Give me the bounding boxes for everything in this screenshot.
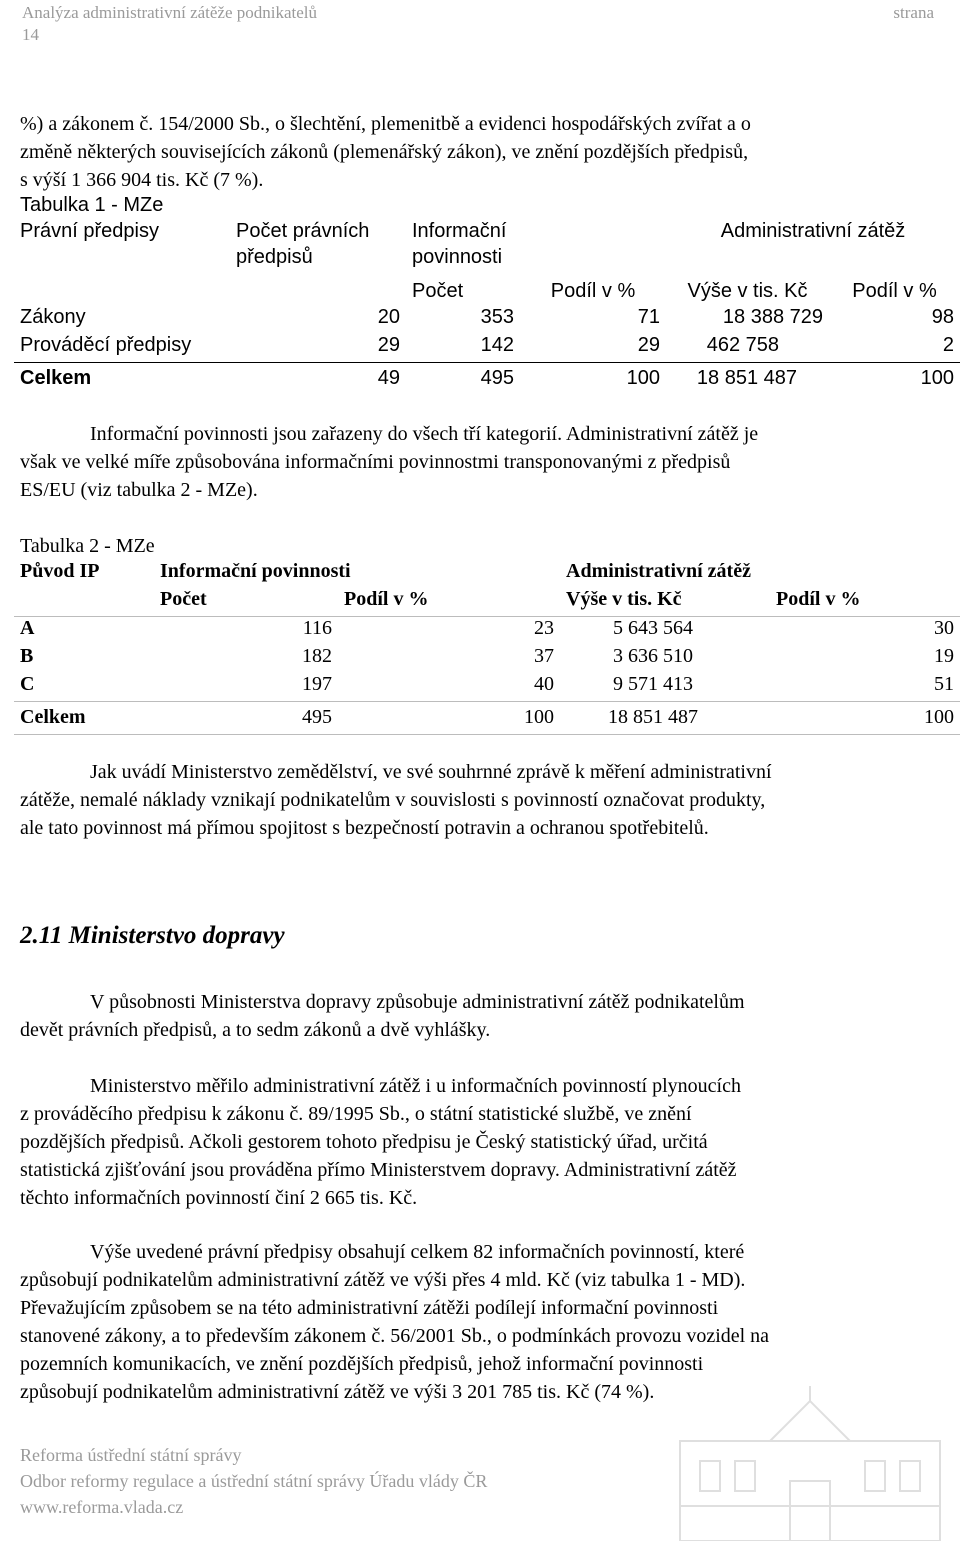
para-line: Informační povinnosti jsou zařazeny do všech tří kategorií. Administrativní zátěž je [90,423,759,445]
para-line: z prováděcího předpisu k zákonu č. 89/1995 Sb., o státní statistické službě, ve znění [20,1103,692,1125]
t1-sub-podil2: Podíl v % [852,280,937,302]
para-line: ale tato povinnost má přímou spojitost s bezpečností potravin a ochranou spotřebitelů. [20,817,709,839]
t2-cell: 197 [148,673,338,702]
table2 [14,560,960,735]
t1-cell: 100 [829,363,960,396]
page-footer [20,1442,487,1520]
t2-sub-pocet: Počet [148,588,338,617]
table-row [14,306,960,334]
table-row [14,334,960,363]
t1-cell: 462 758 [706,334,779,356]
para-line: Jak uvádí Ministerstvo zemědělství, ve své souhrnné zprávě k měření administrativní [90,761,772,783]
t1-header-admin: Administrativní zátěž [720,220,906,242]
t1-cell: 20 [377,306,400,328]
intro-paragraph [20,110,940,194]
table-row [14,617,960,646]
t2-cell: 23 [534,617,554,639]
t1-cell: 495 [406,363,520,396]
header-title: Analýza administrativní zátěže podnikatelů [22,3,318,22]
para-line: však ve velké míře způsobována informačními povinnostmi transponovanými z předpisů [20,451,731,473]
para-line: pozemních komunikacích, ve znění pozdějších předpisů, jehož informační povinnosti [20,1353,704,1375]
table-row [14,645,960,673]
para-line: způsobují podnikatelům administrativní zátěž ve výši přes 4 mld. Kč (viz tabulka 1 - MD). [20,1269,746,1291]
paragraph-4 [20,1072,940,1212]
para-line: ES/EU (viz tabulka 2 - MZe). [20,479,258,501]
t2-cell: 495 [148,702,338,735]
t2-header-puvod: Původ IP [20,560,100,582]
para-line: devět právních předpisů, a to sedm zákonů a dvě vyhlášky. [20,1019,491,1041]
t2-cell: 37 [534,645,554,667]
para-line: zátěže, nemalé náklady vznikají podnikatelům v souvislosti s povinností označovat produkty, [20,789,766,811]
t1-header-info2: povinnosti [412,246,503,268]
t1-cell: Zákony [20,306,86,328]
t2-cell: B [20,645,34,667]
t1-cell: 49 [224,363,406,396]
para-line: Výše uvedené právní předpisy obsahují celkem 82 informačních povinností, které [90,1241,745,1263]
header-right: strana [893,3,934,22]
t2-total-label: Celkem [14,702,148,735]
t2-cell: A [20,617,35,639]
t1-header-pocet1: Počet právních [236,220,370,242]
table2-caption: Tabulka 2 - MZe [20,535,155,557]
t2-cell: 116 [302,617,332,639]
t2-cell: 3 636 510 [613,645,693,667]
table-total-row [14,702,960,735]
t1-cell: 98 [931,306,954,328]
t2-sub-podil2: Podíl v % [746,588,960,617]
footer-line: Odbor reformy regulace a ústřední státní správy Úřadu vlády ČR [20,1471,488,1491]
t1-sub-pocet: Počet [412,280,464,302]
para-line: V působnosti Ministerstva dopravy způsobuje administrativní zátěž podnikatelům [90,991,745,1013]
para-line: stanovené zákony, a to především zákonem č. 56/2001 Sb., o podmínkách provozu vozidel na [20,1325,770,1347]
t1-header-pocet2: předpisů [236,246,313,268]
footer-line: Reforma ústřední státní správy [20,1445,242,1465]
intro-line: změně některých souvisejících zákonů (plemenářský zákon), ve znění pozdějších předpisů, [20,141,749,163]
t2-sub-vyse: Výše v tis. Kč [560,588,746,617]
page-number: 14 [22,25,39,44]
para-line: Převažujícím způsobem se na této administrativní zátěži podílejí informační povinnosti [20,1297,719,1319]
t2-header-info: Informační povinnosti [160,560,351,582]
footer-line: www.reforma.vlada.cz [20,1497,184,1517]
t2-cell: 182 [302,645,332,667]
t1-cell: Prováděcí předpisy [20,334,192,356]
para-line: pozdějších předpisů. Ačkoli gestorem tohoto předpisu je Český statistický úřad, určitá [20,1131,708,1153]
paragraph-3 [20,988,940,1044]
t1-cell: 71 [637,306,660,328]
intro-line: s výší 1 366 904 tis. Kč (7 %). [20,169,264,191]
para-line: způsobují podnikatelům administrativní zátěž ve výši 3 201 785 tis. Kč (74 %). [20,1381,655,1403]
table-total-row [14,363,960,396]
t2-cell: 100 [746,702,960,735]
t1-cell: 18 388 729 [722,306,823,328]
t1-total-label: Celkem [14,363,224,396]
t2-cell: 100 [338,702,560,735]
section-heading: 2.11 Ministerstvo dopravy [20,922,285,949]
paragraph-1 [20,420,940,504]
t2-cell: 9 571 413 [560,673,746,702]
t2-cell: 40 [338,673,560,702]
table-row [14,673,960,702]
table1-caption: Tabulka 1 - MZe [20,194,164,216]
t1-header-info1: Informační [412,220,507,242]
t2-cell: 30 [934,617,954,639]
para-line: Ministerstvo měřilo administrativní zátěž i u informačních povinností plynoucích [90,1075,741,1097]
intro-line: %) a zákonem č. 154/2000 Sb., o šlechtění, plemenitbě a evidenci hospodářských zvířat a o [20,113,751,135]
t2-cell: 51 [746,673,960,702]
t1-cell: 18 851 487 [666,363,829,396]
t1-cell: 100 [520,363,666,396]
paragraph-2 [20,758,940,842]
t2-cell: 18 851 487 [560,702,746,735]
t1-sub-vyse: Výše v tis. Kč [687,280,808,302]
building-watermark-icon [660,1381,960,1541]
t1-sub-podil1: Podíl v % [550,280,636,302]
t2-cell: 5 643 564 [613,617,693,639]
t2-sub-podil1: Podíl v % [338,588,560,617]
t2-cell: 19 [934,645,954,667]
table1 [14,220,960,395]
para-line: statistická zjišťování jsou prováděna přímo Ministerstvem dopravy. Administrativní zátěž [20,1159,737,1181]
t1-cell: 29 [377,334,400,356]
t1-cell: 142 [480,334,514,356]
t1-header-pravni: Právní předpisy [20,220,159,242]
t1-cell: 353 [480,306,514,328]
t1-cell: 2 [942,334,954,356]
t2-cell: C [14,673,148,702]
t1-cell: 29 [637,334,660,356]
para-line: těchto informačních povinností činí 2 665 tis. Kč. [20,1187,418,1209]
t2-header-admin: Administrativní zátěž [566,560,751,582]
